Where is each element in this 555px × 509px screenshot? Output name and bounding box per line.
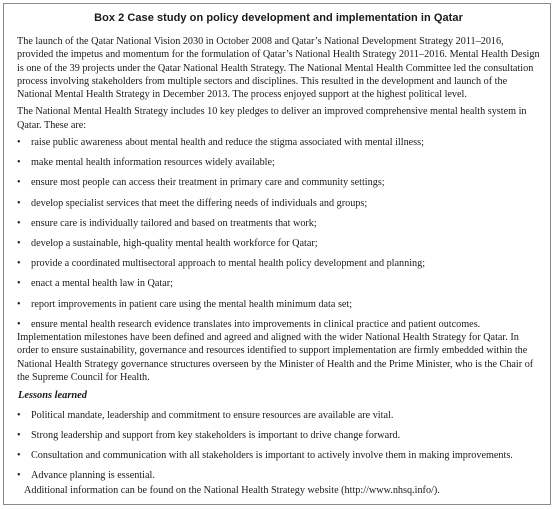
list-item: • provide a coordinated multisectoral approach to mental health policy development and planning; xyxy=(17,257,540,270)
list-item: • Advance planning is essential. xyxy=(17,469,540,482)
list-item: • develop a sustainable, high-quality mental health workforce for Qatar; xyxy=(17,237,540,250)
additional-info: Additional information can be found on the National Health Strategy website (http://www.nhsq.info/). xyxy=(24,485,440,497)
list-item: • ensure care is individually tailored and based on treatments that work; xyxy=(17,217,540,230)
list-item: • raise public awareness about mental health and reduce the stigma associated with mental illness; xyxy=(17,136,540,149)
case-study-box xyxy=(3,3,551,505)
pledges-intro: The National Mental Health Strategy includes 10 key pledges to deliver an improved comprehensive mental health system in Qatar. These are: xyxy=(17,106,527,131)
list-item: • Consultation and communication with all stakeholders is important to actively involve them in making improvements. xyxy=(17,449,540,462)
list-item: • Political mandate, leadership and commitment to ensure resources are available are vital. xyxy=(17,409,540,422)
list-item: • make mental health information resources widely available; xyxy=(17,156,540,169)
pledges-list xyxy=(17,136,540,331)
box-title: Box 2 Case study on policy development and implementation in Qatar xyxy=(94,12,463,24)
list-item: • ensure mental health research evidence translates into improvements in clinical practice and patient outcomes. xyxy=(17,318,540,331)
list-item: • develop specialist services that meet the differing needs of individuals and groups; xyxy=(17,197,540,210)
lessons-list xyxy=(17,409,540,483)
list-item: • enact a mental health law in Qatar; xyxy=(17,277,540,290)
implementation-paragraph: Implementation milestones have been defined and agreed and aligned with the wider National Health Strategy for Qatar. In order to ensure sustainability, governance and resources identified to support implementation are firmly embedded within the National Health Strategy governance structures overseen by the Minister of Health and the Prime Minister, who is the Chair of the Supreme Council for Health. xyxy=(17,332,534,383)
lessons-heading: Lessons learned xyxy=(18,390,87,402)
list-item: • Strong leadership and support from key stakeholders is important to drive change forward. xyxy=(17,429,540,442)
list-item: • report improvements in patient care using the mental health minimum data set; xyxy=(17,298,540,311)
list-item: • ensure most people can access their treatment in primary care and community settings; xyxy=(17,176,540,189)
intro-paragraph: The launch of the Qatar National Vision 2030 in October 2008 and Qatar’s National Development Strategy 2011–2016, provided the impetus and momentum for the formulation of Qatar’s National Health Strategy 2011–2016. Mental Health Design is one of the 39 projects under the Qatar National Health Strategy. The National Mental Health Committee led the consultation process involving stakeholders from multiple sectors and disciplines. This resulted in the development and launch of the National Mental Health Strategy in December 2013. The process enjoyed support at the highest political level. xyxy=(17,36,540,101)
